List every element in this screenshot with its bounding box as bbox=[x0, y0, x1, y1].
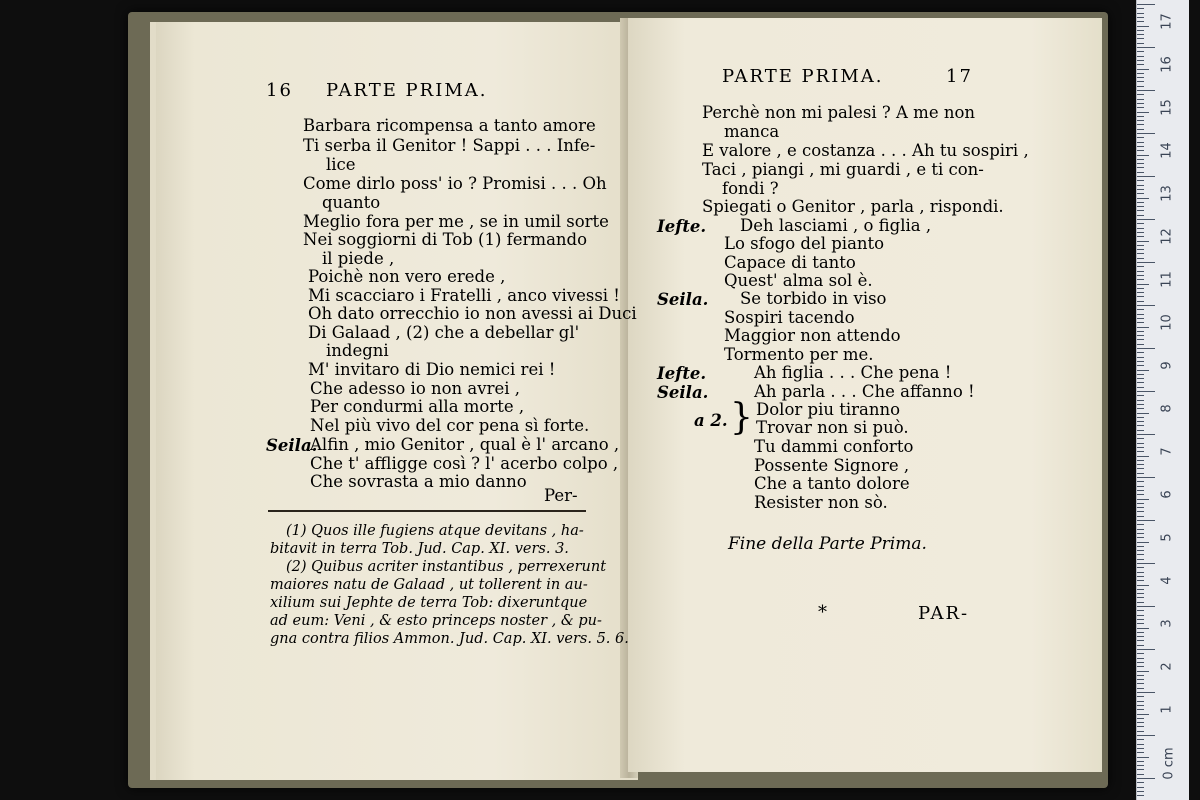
ruler-tick bbox=[1137, 460, 1144, 461]
speaker-iefte: Iefte. bbox=[657, 364, 707, 383]
ruler-tick bbox=[1137, 275, 1144, 276]
ruler-tick bbox=[1137, 722, 1144, 723]
speaker-seila: Seila. bbox=[266, 436, 318, 455]
ruler-tick bbox=[1137, 572, 1144, 573]
ruler-tick bbox=[1137, 628, 1149, 629]
ruler-tick bbox=[1137, 533, 1144, 534]
ruler-tick bbox=[1137, 546, 1144, 547]
ruler-tick bbox=[1137, 666, 1144, 667]
ruler-tick bbox=[1137, 142, 1144, 143]
ruler-tick bbox=[1137, 189, 1144, 190]
ruler-tick bbox=[1137, 185, 1144, 186]
text-line: Nei soggiorni di Tob (1) fermando bbox=[303, 230, 588, 249]
ruler-number: 8 bbox=[1159, 404, 1175, 413]
ruler-number: 2 bbox=[1159, 662, 1175, 671]
text-line: Barbara ricompensa a tanto amore bbox=[303, 116, 596, 135]
ruler-number: 6 bbox=[1159, 490, 1175, 499]
ruler-tick bbox=[1137, 774, 1144, 775]
ruler-tick bbox=[1137, 34, 1144, 35]
ruler-tick bbox=[1137, 585, 1149, 586]
text-line: Resister non sò. bbox=[754, 493, 888, 512]
ruler-tick bbox=[1137, 232, 1144, 233]
ruler-tick bbox=[1137, 675, 1144, 676]
ruler-number: 5 bbox=[1159, 533, 1175, 542]
ruler-number: 12 bbox=[1159, 228, 1175, 245]
ruler-tick bbox=[1137, 391, 1155, 392]
text-line: Ah figlia . . . Che pena ! bbox=[754, 363, 952, 382]
text-line: Mi scacciaro i Fratelli , anco vivessi ! bbox=[308, 286, 620, 305]
ruler-tick bbox=[1137, 198, 1149, 199]
ruler-tick bbox=[1137, 241, 1149, 242]
ruler-tick bbox=[1137, 99, 1144, 100]
text-line: Meglio fora per me , se in umil sorte bbox=[303, 212, 609, 231]
ruler-tick bbox=[1137, 795, 1144, 796]
ruler-tick bbox=[1137, 503, 1144, 504]
ruler-tick bbox=[1137, 597, 1144, 598]
ruler-tick bbox=[1137, 146, 1144, 147]
ruler-tick bbox=[1137, 249, 1144, 250]
ruler-tick bbox=[1137, 8, 1144, 9]
text-line: lice bbox=[326, 155, 356, 174]
ruler-tick bbox=[1137, 619, 1144, 620]
ruler-tick bbox=[1137, 318, 1144, 319]
ruler-tick bbox=[1137, 258, 1144, 259]
ruler-tick bbox=[1137, 322, 1144, 323]
ruler-tick bbox=[1137, 215, 1144, 216]
text-line: Di Galaad , (2) che a debellar gl' bbox=[308, 323, 580, 342]
ruler-tick bbox=[1137, 645, 1144, 646]
ruler-tick bbox=[1137, 116, 1144, 117]
ruler-number: 7 bbox=[1159, 447, 1175, 456]
ruler-tick bbox=[1137, 86, 1144, 87]
ruler-tick bbox=[1137, 292, 1144, 293]
ruler-tick bbox=[1137, 378, 1144, 379]
ruler-tick bbox=[1137, 47, 1155, 48]
text-line: Maggior non attendo bbox=[724, 326, 901, 345]
ruler-tick bbox=[1137, 387, 1144, 388]
ruler-tick bbox=[1137, 13, 1144, 14]
ruler-tick bbox=[1137, 769, 1144, 770]
ruler-tick bbox=[1137, 81, 1144, 82]
ruler-tick bbox=[1137, 38, 1144, 39]
ruler-tick bbox=[1137, 563, 1155, 564]
ruler-tick bbox=[1137, 120, 1144, 121]
text-line: Come dirlo poss' io ? Promisi . . . Oh bbox=[303, 174, 607, 193]
ruler-tick bbox=[1137, 90, 1155, 91]
ruler-tick bbox=[1137, 133, 1155, 134]
ruler-tick bbox=[1137, 636, 1144, 637]
ruler-tick bbox=[1137, 382, 1144, 383]
ruler-tick bbox=[1137, 520, 1155, 521]
ruler-tick bbox=[1137, 309, 1144, 310]
ruler-number: 4 bbox=[1159, 576, 1175, 585]
text-line: Che sovrasta a mio danno bbox=[310, 472, 527, 491]
ruler-tick bbox=[1137, 529, 1144, 530]
ruler-tick bbox=[1137, 60, 1144, 61]
ruler-tick bbox=[1137, 787, 1144, 788]
ruler-tick bbox=[1137, 344, 1144, 345]
ruler-tick bbox=[1137, 499, 1149, 500]
ruler-tick bbox=[1137, 408, 1144, 409]
ruler-tick bbox=[1137, 150, 1144, 151]
text-line: Ti serba il Genitor ! Sappi . . . Infe- bbox=[303, 136, 596, 155]
ruler-tick bbox=[1137, 305, 1155, 306]
ruler-tick bbox=[1137, 671, 1149, 672]
ruler-tick bbox=[1137, 744, 1144, 745]
ruler-tick bbox=[1137, 413, 1149, 414]
ruler-tick bbox=[1137, 400, 1144, 401]
ruler-tick bbox=[1137, 421, 1144, 422]
ruler-tick bbox=[1137, 361, 1144, 362]
text-line: Nel più vivo del cor pena sì forte. bbox=[310, 416, 590, 435]
ruler-tick bbox=[1137, 223, 1144, 224]
text-line: Oh dato orrecchio io non avessi ai Duci bbox=[308, 304, 637, 323]
ruler-tick bbox=[1137, 451, 1144, 452]
ruler-number: 10 bbox=[1159, 314, 1175, 331]
ruler-tick bbox=[1137, 696, 1144, 697]
ruler-tick bbox=[1137, 481, 1144, 482]
ruler-tick bbox=[1137, 219, 1155, 220]
ruler-tick bbox=[1137, 26, 1149, 27]
ruler-tick bbox=[1137, 374, 1144, 375]
ruler-tick bbox=[1137, 726, 1144, 727]
text-line: Tu dammi conforto bbox=[754, 437, 914, 456]
ruler-tick bbox=[1137, 494, 1144, 495]
ruler-tick bbox=[1137, 731, 1144, 732]
ruler-tick bbox=[1137, 757, 1149, 758]
ruler-tick bbox=[1137, 335, 1144, 336]
ruler-tick bbox=[1137, 4, 1155, 5]
text-line: fondi ? bbox=[722, 179, 779, 198]
ruler-tick bbox=[1137, 365, 1144, 366]
asterisk-mark: * bbox=[818, 602, 827, 623]
ruler-tick bbox=[1137, 752, 1144, 753]
text-line: Quest' alma sol è. bbox=[724, 271, 873, 290]
ruler-tick bbox=[1137, 615, 1144, 616]
ruler-number: 13 bbox=[1159, 185, 1175, 202]
ruler-tick bbox=[1137, 137, 1144, 138]
ruler-tick bbox=[1137, 245, 1144, 246]
ruler-tick bbox=[1137, 30, 1144, 31]
ruler-tick bbox=[1137, 180, 1144, 181]
ruler-tick bbox=[1137, 159, 1144, 160]
text-line: Taci , piangi , mi guardi , e ti con- bbox=[702, 160, 984, 179]
ruler-number: 0 cm bbox=[1161, 747, 1177, 780]
ruler-tick bbox=[1137, 554, 1144, 555]
ruler-tick bbox=[1137, 352, 1144, 353]
ruler-tick bbox=[1137, 271, 1144, 272]
ruler-tick bbox=[1137, 262, 1155, 263]
footnote-line: (2) Quibus acriter instantibus , perrexerunt bbox=[286, 559, 607, 575]
footnote-line: maiores natu de Galaad , ut tollerent in au- bbox=[270, 577, 588, 593]
ruler-tick bbox=[1137, 765, 1144, 766]
brace-glyph: } bbox=[730, 397, 753, 438]
text-line: Capace di tanto bbox=[724, 253, 856, 272]
ruler-tick bbox=[1137, 253, 1144, 254]
ruler-tick bbox=[1137, 193, 1144, 194]
ruler-tick bbox=[1137, 430, 1144, 431]
text-line: Spiegati o Genitor , parla , rispondi. bbox=[702, 197, 1004, 216]
text-line: Deh lasciami , o figlia , bbox=[740, 216, 932, 235]
ruler-tick bbox=[1137, 206, 1144, 207]
ruler-tick bbox=[1137, 709, 1144, 710]
ruler-tick bbox=[1137, 167, 1144, 168]
ruler-tick bbox=[1137, 653, 1144, 654]
ruler-tick bbox=[1137, 623, 1144, 624]
ruler-tick bbox=[1137, 348, 1155, 349]
a2-label: a 2. bbox=[694, 411, 728, 430]
ruler-tick bbox=[1137, 567, 1144, 568]
ruler-tick bbox=[1137, 550, 1144, 551]
ruler-tick bbox=[1137, 443, 1144, 444]
ruler-tick bbox=[1137, 761, 1144, 762]
footnote-line: gna contra filios Ammon. Jud. Cap. XI. vers. 5. 6. bbox=[270, 631, 629, 647]
ruler-tick bbox=[1137, 94, 1144, 95]
text-line: Alfin , mio Genitor , qual è l' arcano , bbox=[310, 435, 620, 454]
text-line: Se torbido in viso bbox=[740, 289, 887, 308]
ruler-tick bbox=[1137, 524, 1144, 525]
ruler-tick bbox=[1137, 395, 1144, 396]
ruler-tick bbox=[1137, 516, 1144, 517]
left-page-number: 16 bbox=[266, 80, 293, 101]
footnote-line: ad eum: Veni , & esto princeps noster , & pu- bbox=[270, 613, 602, 629]
end-of-part-note: Fine della Parte Prima. bbox=[728, 534, 927, 554]
text-line: Sospiri tacendo bbox=[724, 308, 855, 327]
ruler-tick bbox=[1137, 163, 1144, 164]
ruler-tick bbox=[1137, 490, 1144, 491]
ruler-tick bbox=[1137, 77, 1144, 78]
ruler-tick bbox=[1137, 658, 1144, 659]
ruler-tick bbox=[1137, 73, 1144, 74]
ruler-tick bbox=[1137, 632, 1144, 633]
text-line: quanto bbox=[322, 193, 381, 212]
ruler-tick bbox=[1137, 17, 1144, 18]
ruler-tick bbox=[1137, 714, 1149, 715]
footnote-line: xilium sui Jephte de terra Tob: dixeruntque bbox=[270, 595, 588, 611]
catchword: PAR- bbox=[918, 603, 970, 624]
footnote-rule bbox=[268, 510, 586, 512]
ruler-tick bbox=[1137, 438, 1144, 439]
ruler-tick bbox=[1137, 107, 1144, 108]
ruler-tick bbox=[1137, 327, 1149, 328]
ruler-tick bbox=[1137, 649, 1155, 650]
text-line: Poichè non vero erede , bbox=[308, 267, 506, 286]
text-line: Che a tanto dolore bbox=[754, 474, 910, 493]
ruler-tick bbox=[1137, 559, 1144, 560]
ruler-tick bbox=[1137, 735, 1155, 736]
text-line: M' invitaro di Dio nemici rei ! bbox=[308, 360, 556, 379]
ruler-tick bbox=[1137, 236, 1144, 237]
text-line: Ah parla . . . Che affanno ! bbox=[754, 382, 975, 401]
ruler-tick bbox=[1137, 511, 1144, 512]
measuring-ruler bbox=[1136, 0, 1189, 800]
ruler-number: 14 bbox=[1159, 142, 1175, 159]
text-line: Lo sfogo del pianto bbox=[724, 234, 885, 253]
ruler-tick bbox=[1137, 288, 1144, 289]
ruler-tick bbox=[1137, 176, 1155, 177]
ruler-number: 15 bbox=[1159, 99, 1175, 116]
ruler-tick bbox=[1137, 718, 1144, 719]
ruler-tick bbox=[1137, 610, 1144, 611]
catchword: Per- bbox=[544, 486, 578, 505]
ruler-tick bbox=[1137, 447, 1144, 448]
ruler-tick bbox=[1137, 112, 1149, 113]
ruler-tick bbox=[1137, 279, 1144, 280]
ruler-tick bbox=[1137, 576, 1144, 577]
ruler-tick bbox=[1137, 56, 1144, 57]
ruler-tick bbox=[1137, 456, 1149, 457]
left-page-header: PARTE PRIMA. bbox=[326, 80, 488, 101]
text-line: Tormento per me. bbox=[724, 345, 874, 364]
ruler-tick bbox=[1137, 606, 1155, 607]
ruler-tick bbox=[1137, 301, 1144, 302]
ruler-tick bbox=[1137, 129, 1144, 130]
text-line: Che adesso io non avrei , bbox=[310, 379, 521, 398]
text-line: Perchè non mi palesi ? A me non bbox=[702, 103, 976, 122]
ruler-tick bbox=[1137, 464, 1144, 465]
ruler-tick bbox=[1137, 202, 1144, 203]
ruler-tick bbox=[1137, 507, 1144, 508]
ruler-tick bbox=[1137, 662, 1144, 663]
ruler-tick bbox=[1137, 404, 1144, 405]
ruler-tick bbox=[1137, 64, 1144, 65]
ruler-tick bbox=[1137, 791, 1144, 792]
speaker-seila: Seila. bbox=[657, 290, 709, 309]
ruler-tick bbox=[1137, 357, 1144, 358]
ruler-tick bbox=[1137, 589, 1144, 590]
ruler-tick bbox=[1137, 314, 1144, 315]
ruler-tick bbox=[1137, 370, 1149, 371]
ruler-number: 11 bbox=[1159, 271, 1175, 288]
text-line: indegni bbox=[326, 341, 389, 360]
ruler-tick bbox=[1137, 331, 1144, 332]
text-line: Possente Signore , bbox=[754, 456, 910, 475]
ruler-number: 16 bbox=[1159, 56, 1175, 73]
ruler-tick bbox=[1137, 468, 1144, 469]
ruler-tick bbox=[1137, 228, 1144, 229]
text-line: Trovar non si può. bbox=[756, 418, 909, 437]
ruler-number: 3 bbox=[1159, 619, 1175, 628]
ruler-tick bbox=[1137, 69, 1149, 70]
ruler-tick bbox=[1137, 701, 1144, 702]
ruler-tick bbox=[1137, 640, 1144, 641]
ruler-tick bbox=[1137, 782, 1144, 783]
ruler-tick bbox=[1137, 486, 1144, 487]
ruler-tick bbox=[1137, 679, 1144, 680]
ruler-tick bbox=[1137, 739, 1144, 740]
speaker-seila: Seila. bbox=[657, 383, 709, 402]
ruler-tick bbox=[1137, 542, 1149, 543]
text-line: Che t' affligge così ? l' acerbo colpo , bbox=[310, 454, 619, 473]
ruler-tick bbox=[1137, 748, 1144, 749]
ruler-tick bbox=[1137, 705, 1144, 706]
ruler-tick bbox=[1137, 434, 1155, 435]
ruler-tick bbox=[1137, 778, 1155, 779]
ruler-tick bbox=[1137, 21, 1144, 22]
text-line: manca bbox=[724, 122, 780, 141]
ruler-tick bbox=[1137, 537, 1144, 538]
ruler-tick bbox=[1137, 477, 1155, 478]
ruler-tick bbox=[1137, 473, 1144, 474]
text-line: Per condurmi alla morte , bbox=[310, 397, 525, 416]
ruler-tick bbox=[1137, 683, 1144, 684]
ruler-tick bbox=[1137, 266, 1144, 267]
ruler-tick bbox=[1137, 688, 1144, 689]
ruler-tick bbox=[1137, 339, 1144, 340]
speaker-iefte: Iefte. bbox=[657, 217, 707, 236]
ruler-number: 17 bbox=[1159, 13, 1175, 30]
ruler-tick bbox=[1137, 296, 1144, 297]
ruler-tick bbox=[1137, 580, 1144, 581]
ruler-tick bbox=[1137, 593, 1144, 594]
right-page-number: 17 bbox=[946, 66, 973, 87]
ruler-tick bbox=[1137, 172, 1144, 173]
footnote-line: (1) Quos ille fugiens atque devitans , ha- bbox=[286, 523, 584, 539]
ruler-tick bbox=[1137, 51, 1144, 52]
ruler-tick bbox=[1137, 425, 1144, 426]
ruler-tick bbox=[1137, 602, 1144, 603]
text-line: il piede , bbox=[322, 249, 395, 268]
ruler-tick bbox=[1137, 43, 1144, 44]
footnote-line: bitavit in terra Tob. Jud. Cap. XI. vers. 3. bbox=[270, 541, 569, 557]
ruler-tick bbox=[1137, 284, 1149, 285]
ruler-number: 1 bbox=[1159, 705, 1175, 714]
text-line: Dolor piu tiranno bbox=[756, 400, 901, 419]
ruler-tick bbox=[1137, 692, 1155, 693]
text-line: E valore , e costanza . . . Ah tu sospiri , bbox=[702, 141, 1029, 160]
ruler-tick bbox=[1137, 155, 1149, 156]
ruler-tick bbox=[1137, 210, 1144, 211]
ruler-tick bbox=[1137, 417, 1144, 418]
ruler-tick bbox=[1137, 124, 1144, 125]
right-page-header: PARTE PRIMA. bbox=[722, 66, 884, 87]
ruler-tick bbox=[1137, 103, 1144, 104]
ruler-number: 9 bbox=[1159, 361, 1175, 370]
